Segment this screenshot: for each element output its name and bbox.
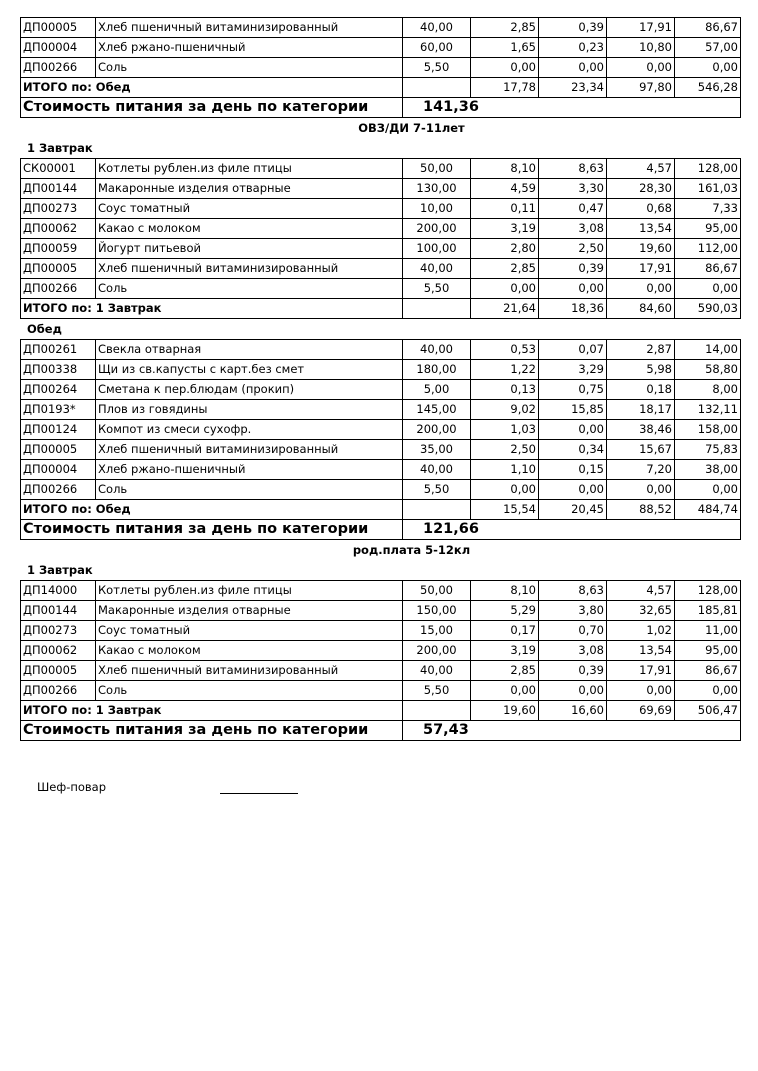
portion-weight: 40,00 <box>403 460 471 480</box>
calories: 11,00 <box>675 621 741 641</box>
dish-code: ДП00005 <box>21 661 96 681</box>
fats: 3,30 <box>539 179 607 199</box>
proteins: 1,65 <box>471 38 539 58</box>
carbohydrates: 4,57 <box>607 159 675 179</box>
calories: 95,00 <box>675 219 741 239</box>
portion-weight: 200,00 <box>403 641 471 661</box>
signature-line <box>220 793 298 794</box>
dish-code: СК00001 <box>21 159 96 179</box>
total-calories: 590,03 <box>675 299 741 319</box>
dish-code: ДП00059 <box>21 239 96 259</box>
dish-name: Соль <box>96 279 403 299</box>
calories: 75,83 <box>675 440 741 460</box>
fats: 8,63 <box>539 581 607 601</box>
dish-name: Котлеты рублен.из филе птицы <box>96 159 403 179</box>
dish-name: Соус томатный <box>96 621 403 641</box>
table-row <box>21 219 741 239</box>
total-fats: 20,45 <box>539 500 607 520</box>
dish-name: Макаронные изделия отварные <box>96 601 403 621</box>
portion-weight: 200,00 <box>403 420 471 440</box>
total-fats: 18,36 <box>539 299 607 319</box>
carbohydrates: 19,60 <box>607 239 675 259</box>
dish-code: ДП0193* <box>21 400 96 420</box>
calories: 86,67 <box>675 661 741 681</box>
carbohydrates: 13,54 <box>607 641 675 661</box>
table-row <box>21 460 741 480</box>
calories: 95,00 <box>675 641 741 661</box>
table-row <box>21 581 741 601</box>
calories: 128,00 <box>675 581 741 601</box>
dish-name: Соус томатный <box>96 199 403 219</box>
fats: 8,63 <box>539 159 607 179</box>
carbohydrates: 18,17 <box>607 400 675 420</box>
proteins: 0,00 <box>471 681 539 701</box>
meal-title: 1 Завтрак <box>27 141 93 155</box>
dish-code: ДП00338 <box>21 360 96 380</box>
portion-weight: 35,00 <box>403 440 471 460</box>
dish-name: Хлеб пшеничный витаминизированный <box>96 661 403 681</box>
daily-cost-row <box>21 98 741 118</box>
dish-name: Соль <box>96 58 403 78</box>
total-label: ИТОГО по: 1 Завтрак <box>21 701 403 721</box>
dish-name: Щи из св.капусты с карт.без смет <box>96 360 403 380</box>
carbohydrates: 0,00 <box>607 58 675 78</box>
carbohydrates: 17,91 <box>607 661 675 681</box>
carbohydrates: 2,87 <box>607 340 675 360</box>
fats: 3,29 <box>539 360 607 380</box>
menu-table <box>20 158 741 319</box>
total-calories: 484,74 <box>675 500 741 520</box>
proteins: 8,10 <box>471 159 539 179</box>
calories: 112,00 <box>675 239 741 259</box>
portion-weight: 40,00 <box>403 18 471 38</box>
dish-code: ДП00062 <box>21 641 96 661</box>
table-row <box>21 259 741 279</box>
total-fats: 16,60 <box>539 701 607 721</box>
carbohydrates: 5,98 <box>607 360 675 380</box>
dish-name: Свекла отварная <box>96 340 403 360</box>
calories: 158,00 <box>675 420 741 440</box>
fats: 3,80 <box>539 601 607 621</box>
portion-weight: 130,00 <box>403 179 471 199</box>
dish-code: ДП00261 <box>21 340 96 360</box>
table-row <box>21 681 741 701</box>
proteins: 0,00 <box>471 480 539 500</box>
dish-name: Йогурт питьевой <box>96 239 403 259</box>
total-fats: 23,34 <box>539 78 607 98</box>
portion-weight: 15,00 <box>403 621 471 641</box>
table-row <box>21 661 741 681</box>
total-carbohydrates: 97,80 <box>607 78 675 98</box>
proteins: 1,22 <box>471 360 539 380</box>
portion-weight: 5,50 <box>403 681 471 701</box>
portion-weight: 10,00 <box>403 199 471 219</box>
proteins: 3,19 <box>471 219 539 239</box>
proteins: 2,85 <box>471 661 539 681</box>
proteins: 1,10 <box>471 460 539 480</box>
portion-weight: 40,00 <box>403 661 471 681</box>
portion-weight: 5,50 <box>403 279 471 299</box>
total-carbohydrates: 69,69 <box>607 701 675 721</box>
carbohydrates: 0,68 <box>607 199 675 219</box>
dish-code: ДП00266 <box>21 58 96 78</box>
dish-name: Хлеб пшеничный витаминизированный <box>96 440 403 460</box>
table-row <box>21 199 741 219</box>
dish-code: ДП00004 <box>21 38 96 58</box>
daily-cost-value: 121,66 <box>403 520 741 540</box>
signature-label: Шеф-повар <box>37 780 107 794</box>
calories: 7,33 <box>675 199 741 219</box>
carbohydrates: 38,46 <box>607 420 675 440</box>
fats: 0,00 <box>539 681 607 701</box>
dish-name: Хлеб пшеничный витаминизированный <box>96 18 403 38</box>
calories: 0,00 <box>675 480 741 500</box>
calories: 14,00 <box>675 340 741 360</box>
portion-weight: 100,00 <box>403 239 471 259</box>
total-proteins: 21,64 <box>471 299 539 319</box>
table-row <box>21 601 741 621</box>
dish-code: ДП00264 <box>21 380 96 400</box>
table-row <box>21 380 741 400</box>
table-row <box>21 621 741 641</box>
daily-cost-value: 57,43 <box>403 721 741 741</box>
total-empty <box>403 500 471 520</box>
carbohydrates: 4,57 <box>607 581 675 601</box>
dish-name: Соль <box>96 480 403 500</box>
proteins: 0,53 <box>471 340 539 360</box>
proteins: 2,85 <box>471 259 539 279</box>
fats: 0,23 <box>539 38 607 58</box>
table-row <box>21 340 741 360</box>
dish-name: Хлеб пшеничный витаминизированный <box>96 259 403 279</box>
dish-code: ДП00124 <box>21 420 96 440</box>
calories: 8,00 <box>675 380 741 400</box>
proteins: 0,00 <box>471 58 539 78</box>
total-row <box>21 701 741 721</box>
dish-name: Макаронные изделия отварные <box>96 179 403 199</box>
fats: 0,07 <box>539 340 607 360</box>
carbohydrates: 0,00 <box>607 279 675 299</box>
calories: 38,00 <box>675 460 741 480</box>
total-proteins: 19,60 <box>471 701 539 721</box>
carbohydrates: 10,80 <box>607 38 675 58</box>
carbohydrates: 0,00 <box>607 480 675 500</box>
total-calories: 546,28 <box>675 78 741 98</box>
fats: 0,75 <box>539 380 607 400</box>
portion-weight: 5,00 <box>403 380 471 400</box>
calories: 58,80 <box>675 360 741 380</box>
daily-cost-label: Стоимость питания за день по категории <box>21 520 403 540</box>
table-row <box>21 239 741 259</box>
carbohydrates: 1,02 <box>607 621 675 641</box>
fats: 0,15 <box>539 460 607 480</box>
dish-code: ДП00005 <box>21 440 96 460</box>
meal-title: 1 Завтрак <box>27 563 93 577</box>
dish-name: Плов из говядины <box>96 400 403 420</box>
fats: 3,08 <box>539 219 607 239</box>
proteins: 2,85 <box>471 18 539 38</box>
proteins: 0,11 <box>471 199 539 219</box>
total-row <box>21 299 741 319</box>
dish-code: ДП00062 <box>21 219 96 239</box>
calories: 132,11 <box>675 400 741 420</box>
table-row <box>21 420 741 440</box>
daily-cost-label: Стоимость питания за день по категории <box>21 721 403 741</box>
calories: 185,81 <box>675 601 741 621</box>
dish-code: ДП14000 <box>21 581 96 601</box>
table-row <box>21 159 741 179</box>
portion-weight: 5,50 <box>403 58 471 78</box>
total-label: ИТОГО по: Обед <box>21 78 403 98</box>
total-row <box>21 500 741 520</box>
daily-cost-value: 141,36 <box>403 98 741 118</box>
total-empty <box>403 299 471 319</box>
daily-cost-label: Стоимость питания за день по категории <box>21 98 403 118</box>
carbohydrates: 15,67 <box>607 440 675 460</box>
fats: 0,39 <box>539 18 607 38</box>
dish-name: Какао с молоком <box>96 641 403 661</box>
carbohydrates: 28,30 <box>607 179 675 199</box>
menu-table <box>20 580 741 741</box>
calories: 86,67 <box>675 259 741 279</box>
table-row <box>21 18 741 38</box>
category-title: род.плата 5-12кл <box>352 543 471 557</box>
carbohydrates: 17,91 <box>607 18 675 38</box>
fats: 0,34 <box>539 440 607 460</box>
proteins: 0,00 <box>471 279 539 299</box>
carbohydrates: 0,00 <box>607 681 675 701</box>
proteins: 2,80 <box>471 239 539 259</box>
table-row <box>21 400 741 420</box>
portion-weight: 145,00 <box>403 400 471 420</box>
fats: 0,39 <box>539 259 607 279</box>
dish-code: ДП00005 <box>21 18 96 38</box>
fats: 0,00 <box>539 279 607 299</box>
dish-name: Какао с молоком <box>96 219 403 239</box>
proteins: 3,19 <box>471 641 539 661</box>
portion-weight: 180,00 <box>403 360 471 380</box>
fats: 0,47 <box>539 199 607 219</box>
dish-name: Хлеб ржано-пшеничный <box>96 460 403 480</box>
table-row <box>21 641 741 661</box>
daily-cost-row <box>21 520 741 540</box>
table-row <box>21 279 741 299</box>
total-empty <box>403 701 471 721</box>
proteins: 1,03 <box>471 420 539 440</box>
proteins: 5,29 <box>471 601 539 621</box>
daily-cost-row <box>21 721 741 741</box>
portion-weight: 60,00 <box>403 38 471 58</box>
calories: 161,03 <box>675 179 741 199</box>
dish-name: Сметана к пер.блюдам (прокип) <box>96 380 403 400</box>
portion-weight: 40,00 <box>403 259 471 279</box>
dish-code: ДП00266 <box>21 279 96 299</box>
calories: 57,00 <box>675 38 741 58</box>
dish-code: ДП00004 <box>21 460 96 480</box>
total-calories: 506,47 <box>675 701 741 721</box>
portion-weight: 50,00 <box>403 581 471 601</box>
table-row <box>21 440 741 460</box>
calories: 128,00 <box>675 159 741 179</box>
carbohydrates: 0,18 <box>607 380 675 400</box>
dish-code: ДП00005 <box>21 259 96 279</box>
proteins: 4,59 <box>471 179 539 199</box>
proteins: 2,50 <box>471 440 539 460</box>
menu-table-continuation <box>20 17 741 118</box>
menu-table <box>20 339 741 540</box>
total-label: ИТОГО по: 1 Завтрак <box>21 299 403 319</box>
calories: 86,67 <box>675 18 741 38</box>
portion-weight: 150,00 <box>403 601 471 621</box>
carbohydrates: 32,65 <box>607 601 675 621</box>
dish-code: ДП00144 <box>21 179 96 199</box>
dish-code: ДП00266 <box>21 480 96 500</box>
table-row <box>21 58 741 78</box>
fats: 0,00 <box>539 58 607 78</box>
dish-code: ДП00273 <box>21 199 96 219</box>
fats: 0,00 <box>539 480 607 500</box>
dish-name: Хлеб ржано-пшеничный <box>96 38 403 58</box>
proteins: 0,17 <box>471 621 539 641</box>
fats: 0,00 <box>539 420 607 440</box>
total-proteins: 15,54 <box>471 500 539 520</box>
carbohydrates: 7,20 <box>607 460 675 480</box>
total-row <box>21 78 741 98</box>
portion-weight: 50,00 <box>403 159 471 179</box>
menu-document <box>20 17 741 741</box>
carbohydrates: 13,54 <box>607 219 675 239</box>
category-title: ОВЗ/ДИ 7-11лет <box>358 121 465 135</box>
calories: 0,00 <box>675 681 741 701</box>
fats: 2,50 <box>539 239 607 259</box>
proteins: 0,13 <box>471 380 539 400</box>
dish-name: Соль <box>96 681 403 701</box>
table-row <box>21 480 741 500</box>
portion-weight: 200,00 <box>403 219 471 239</box>
fats: 15,85 <box>539 400 607 420</box>
proteins: 8,10 <box>471 581 539 601</box>
dish-code: ДП00266 <box>21 681 96 701</box>
total-carbohydrates: 84,60 <box>607 299 675 319</box>
table-row <box>21 179 741 199</box>
total-empty <box>403 78 471 98</box>
fats: 0,70 <box>539 621 607 641</box>
portion-weight: 5,50 <box>403 480 471 500</box>
table-row <box>21 38 741 58</box>
calories: 0,00 <box>675 279 741 299</box>
total-proteins: 17,78 <box>471 78 539 98</box>
dish-name: Компот из смеси сухофр. <box>96 420 403 440</box>
table-row <box>21 360 741 380</box>
proteins: 9,02 <box>471 400 539 420</box>
carbohydrates: 17,91 <box>607 259 675 279</box>
total-carbohydrates: 88,52 <box>607 500 675 520</box>
fats: 0,39 <box>539 661 607 681</box>
meal-title: Обед <box>27 322 62 336</box>
total-label: ИТОГО по: Обед <box>21 500 403 520</box>
fats: 3,08 <box>539 641 607 661</box>
calories: 0,00 <box>675 58 741 78</box>
dish-code: ДП00273 <box>21 621 96 641</box>
dish-name: Котлеты рублен.из филе птицы <box>96 581 403 601</box>
portion-weight: 40,00 <box>403 340 471 360</box>
dish-code: ДП00144 <box>21 601 96 621</box>
